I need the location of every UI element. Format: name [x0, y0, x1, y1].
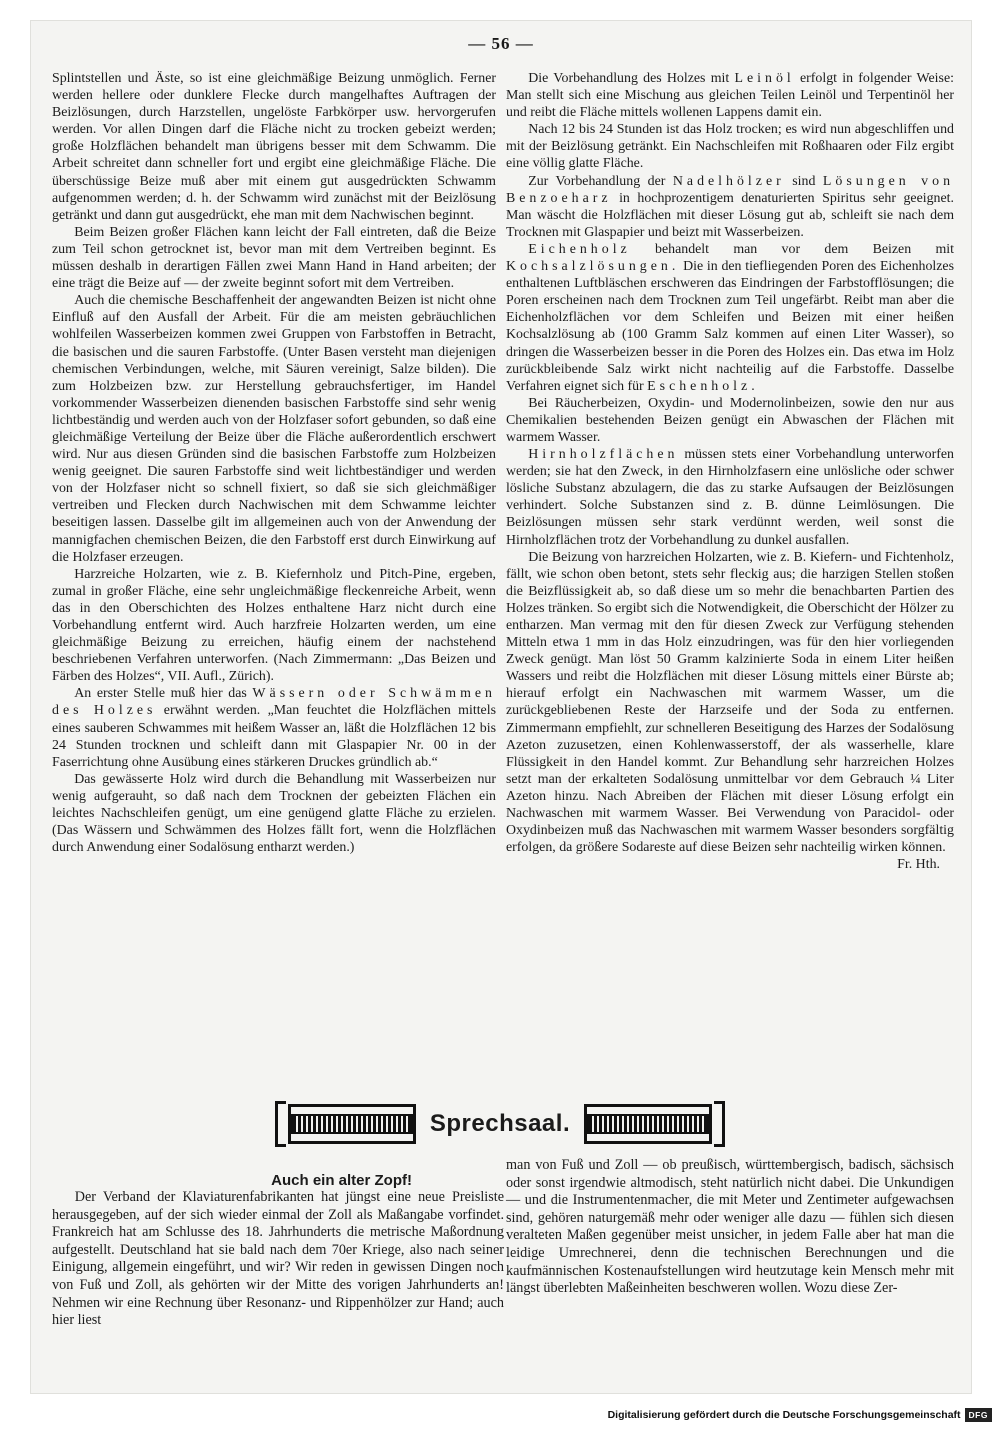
paragraph: Nach 12 bis 24 Stunden ist das Holz trocken; es wird nun abgeschliffen und mit der Beizlösung getränkt. Ein Nachschleifen mit Roßhaaren oder Filz ergibt eine völlig glatte Fläche. — [506, 122, 954, 172]
ornament-right — [584, 1104, 712, 1144]
spaced-term: Wässern oder Schwämmen des Holzes — [52, 686, 496, 719]
paragraph: Das gewässerte Holz wird durch die Behandlung mit Wasserbeizen nur wenig aufgerauht, so daß nach dem Trocknen der gebeizten Flächen ein leichtes Nachschleifen genügt, um eine genügend glatte Fläche zu erzielen. (Das Wässern und Schwämmen des Holzes fällt fort, wenn die Holzflächen durch Anwendung einer Sodalösung entharzt werden.) — [52, 771, 496, 856]
article-left-column — [52, 1189, 504, 1330]
paragraph: Eichenholz behandelt man vor dem Beizen mit Kochsalzlösungen. Die in den tiefliegenden Poren des Eichenholzes enthaltenen Luftbläschen erschweren das Eindringen der Farbstofflösungen; die Poren erscheinen nach dem Trocknen zum Teil ungefärbt. Reibt man aber die Eichenholzflächen vor dem Schleifen und Beizen mit einer heißen Kochsalzlösung ab (100 Gramm Salz kommen auf einen Liter Wasser), so dringen die Wasserbeizen besser in die Poren des Holzes ein. Das etwa im Holz zurückbleibende Salz wirkt nicht nachteilig auf die Farbstoffe. Dasselbe Verfahren eignet sich für Eschenholz. — [506, 241, 954, 394]
scanned-page — [30, 20, 972, 1394]
paragraph: Hirnholzflächen müssen stets einer Vorbehandlung unterworfen werden; sie hat den Zweck, in den Hirnholzfasern eine unlösliche oder schwer lösliche Substanz abzulagern, die das zu starke Aufsaugen der Beizlösungen verhindert. Solche Substanzen sind z. B. dünne Leimlösungen. Die Beizlösungen müssen sehr stark verdünnt werden, weil sonst die Hirnholzflächen trotz der Vorbehandlung zu dunkel ausfallen. — [506, 447, 954, 548]
paragraph: Beim Beizen großer Flächen kann leicht der Fall eintreten, daß die Beize zum Teil schon getrocknet ist, bevor man mit dem Vertreiben beginnt. Es müssen deshalb in derartigen Fällen zwei Mann Hand in Hand arbeiten; der eine trägt die Beize auf — der zweite beginnt sofort mit dem Vertreiben. — [52, 224, 496, 292]
paragraph: Die Vorbehandlung des Holzes mit Leinöl erfolgt in folgender Weise: Man stellt sich eine Mischung aus gleichen Teilen Leinöl und Terpentinöl her und reibt die Fläche mittels wollenen Lappens damit ein. — [506, 71, 954, 121]
paragraph: Der Verband der Klaviaturenfabrikanten hat jüngst eine neue Preisliste herausgegeben, auf der sich wieder einmal der Zoll als Maßangabe vorfindet. Frankreich hat am Schlusse des 18. Jahrhunderts die metrische Maßordnung aufgestellt. Deutschland hat sie bald nach dem 70er Kriege, also nach seiner Einigung, allgemein eingeführt, und wir? Wir reden in gewissen Dingen noch von Fuß und Zoll, als gehörten wir der Mitte des vorigen Jahrhunderts an! Nehmen wir eine Rechnung über Resonanz- und Rippenhölzer zur Hand; auch hier liest — [52, 1189, 504, 1329]
paragraph: Auch die chemische Beschaffenheit der angewandten Beizen ist nicht ohne Einfluß auf den Ausfall der Arbeit. Für die am meisten gebräuchlichen wohlfeilen Wasserbeizen kommen zwei Gruppen von Farbstoffen in Betracht, die basischen und die sauren Farbstoffe. (Unter Basen versteht man diejenigen chemischen Verbindungen, welche, mit Säuren vereinigt, Salze bilden). Die zum Holzbeizen bzw. zur Herstellung gebrauchsfertiger, im Handel vorkommender Wasserbeizen dienenden basischen Farbstoffe sind sehr wenig lichtbeständig und werden auch von der Holzfaser sofort gebunden, so daß eine gleichmäßige Verteilung der Beize über die Fläche außerordentlich erschwert wird. Nur aus diesen Gründen sind die basischen Farbstoffe zum Holzbeizen wenig geeignet. Die sauren Farbstoffe sind weit lichtbeständiger und werden von der Holzfaser nicht so schnell fixiert, so daß sie sich gleichmäßiger vertreiben und Flecken durch Nachwischen mit dem Schwamme leichter beseitigen lassen. Dasselbe gilt im allgemeinen auch von der Anwendung der mannigfachen chemischen Beizen, die den Farbstoff erst durch Einwirkung auf die Holzfaser erzeugen. — [52, 293, 496, 565]
paragraph: Zur Vorbehandlung der Nadelhölzer sind Lösungen von Benzoeharz in hochprozentigem denaturierten Spiritus sehr geeignet. Man wäscht die Holzflächen mit dieser Lösung gut ab, schleift sie nach dem Trocknen mit Glaspapier und beizt mit Wasserbeizen. — [506, 173, 955, 240]
section-title: Sprechsaal. — [429, 1110, 571, 1137]
signature: Fr. Hth. — [897, 857, 940, 873]
ornament-left — [288, 1104, 416, 1144]
spaced-term: Leinöl — [734, 71, 795, 86]
paragraph: man von Fuß und Zoll — ob preußisch, württembergisch, badisch, sächsisch oder sonst irgendwie altmodisch, steht natürlich nicht dabei. Die Unkundigen — und die Instrumentenmacher, die mit Meter und Zentimeter aufgewachsen sind, gehören naturgemäß mehr oder weniger alle dazu — fühlen sich diesen veralteten Maßen gegenüber meist unsicher, in jedem Falle aber hat man die leidige Umrechnerei, denn die technischen Berechnungen und die kaufmännischen Kostenaufstellungen wird heutzutage kein Mensch mehr mit längst überlebten Maßeinheiten beschweren wollen. Wozu diese Zer- — [506, 1157, 954, 1297]
paragraph: Splintstellen und Äste, so ist eine gleichmäßige Beizung unmöglich. Ferner werden hellere oder dunklere Flecke durch mangelhaftes Auftragen der Beizlösungen, durch Harzstellen, ungelöste Farbkörper usw. hervorgerufen werden. Vor allen Dingen darf die Fläche nicht zu trocken gebeizt werden; große Holzflächen behandelt man übrigens besser mit dem Schwamm. Die Arbeit schreitet dann schneller fort und ergibt eine gleichmäßige Fläche. Die überschüssige Beize muß aber mit einem gut ausgedrückten Schwamm aufgenommen werden; d. h. der Schwamm wird zunächst mit der Beizlösung getränkt und dann gut ausgedrückt, ehe man mit dem Nachwischen beginnt. — [52, 71, 496, 223]
paragraph: Harzreiche Holzarten, wie z. B. Kiefernholz und Pitch-Pine, ergeben, zumal in großer Fläche, eine sehr ungleichmäßige fleckenreiche Arbeit, wenn das in den Oberschichten des Holzes enthaltene Harz nicht durch eine Vorbehandlung entfernt wird. Auch harzfreie Holzarten werden, um eine gleichmäßige Beizung zu erreichen, häufig einem der nachstehend beschriebenen Verfahren unterworfen. (Nach Zimmermann: „Das Beizen und Färben des Holzes“, VII. Aufl., Zürich). — [52, 566, 496, 685]
right-column — [506, 70, 954, 873]
paragraph: Die Beizung von harzreichen Holzarten, wie z. B. Kiefern- und Fichtenholz, fällt, wie schon oben betont, stets sehr fleckig aus; die harzigen Stellen stoßen die Beizflüssigkeit ab, so daß diese um so mehr die benachbarten Partien des Holzes tränken. So ergibt sich die Notwendigkeit, die Oberschicht der Hölzer zu entharzen. Man vermag mit den für diesen Zweck zur Verfügung stehenden Mitteln etwa 1 mm in das Holz einzudringen, was für den hier vorliegenden Zweck genügt. Man löst 50 Gramm kalzinierte Soda in einem Liter heißen Wassers und reibt die Holzflächen mit dieser Lösung mittels einer Bürste ab; hierauf erfolgt ein Nachwaschen mit warmem Wasser, um die zurückgebliebenen Reste der Harzseife und der Soda zu entfernen. Zimmermann empfiehlt, zur schnelleren Beseitigung des Harzes der Sodalösung Azeton zuzusetzen, einen Kohlenwasserstoff, der als wasserhelle, klare Flüssigkeit in den Handel kommt. Zur Behandlung sehr harzreichen Holzes setzt man der erkalteten Sodalösung unmittelbar vor dem Gebrauch ¼ Liter Azeton hinzu. Nach Abreiben der Flächen mit dieser Lösung erfolgt ein Nachwaschen mit warmem Wasser. Bei Verwendung von Paracidol- oder Oxydinbeizen muß das Nachwaschen mit warmem Wasser besonders sorgfältig erfolgen, da größere Sodareste auf diese Beizen sehr nachteilig wirken können. Fr. Hth. — [506, 549, 954, 873]
spaced-term: Lösungen von Benzoeharz — [506, 173, 955, 206]
article-title: Auch ein alter Zopf! — [271, 1172, 412, 1189]
ornament-bracket-right — [714, 1101, 725, 1147]
footer-text: Digitalisierung gefördert durch die Deutsche Forschungsgemeinschaft — [607, 1409, 961, 1421]
page-number: — 56 — — [468, 34, 534, 53]
spaced-term: Nadelhölzer — [672, 173, 785, 189]
dfg-logo: DFG — [965, 1408, 992, 1422]
left-column — [52, 70, 496, 856]
ornament-bracket-left — [275, 1101, 286, 1147]
paragraph: Bei Räucherbeizen, Oxydin- und Modernolinbeizen, sowie den nur aus Chemikalien bestehenden Beizen genügt ein Abwaschen der Flächen mit warmem Wasser. — [506, 395, 954, 445]
footer-credit — [608, 1408, 992, 1422]
article-right-column — [506, 1157, 954, 1298]
paragraph: An erster Stelle muß hier das Wässern oder Schwämmen des Holzes erwähnt werden. „Man feuchtet die Holzflächen mittels eines sauberen Schwammes mit heißem Wasser an, läßt die Holzflächen 12 bis 24 Stunden trocknen und schleift dann mit Glaspapier Nr. 00 in der Faserrichtung ohne Ausübung eines stärkeren Druckes gründlich ab.“ — [52, 686, 496, 770]
spaced-term: Kochsalzlösungen. — [506, 259, 680, 275]
section-header — [275, 1102, 725, 1146]
spaced-term: Eschenholz. — [647, 378, 759, 394]
spaced-term: Hirnholzflächen — [528, 447, 679, 463]
spaced-term: Eichenholz — [528, 241, 631, 257]
